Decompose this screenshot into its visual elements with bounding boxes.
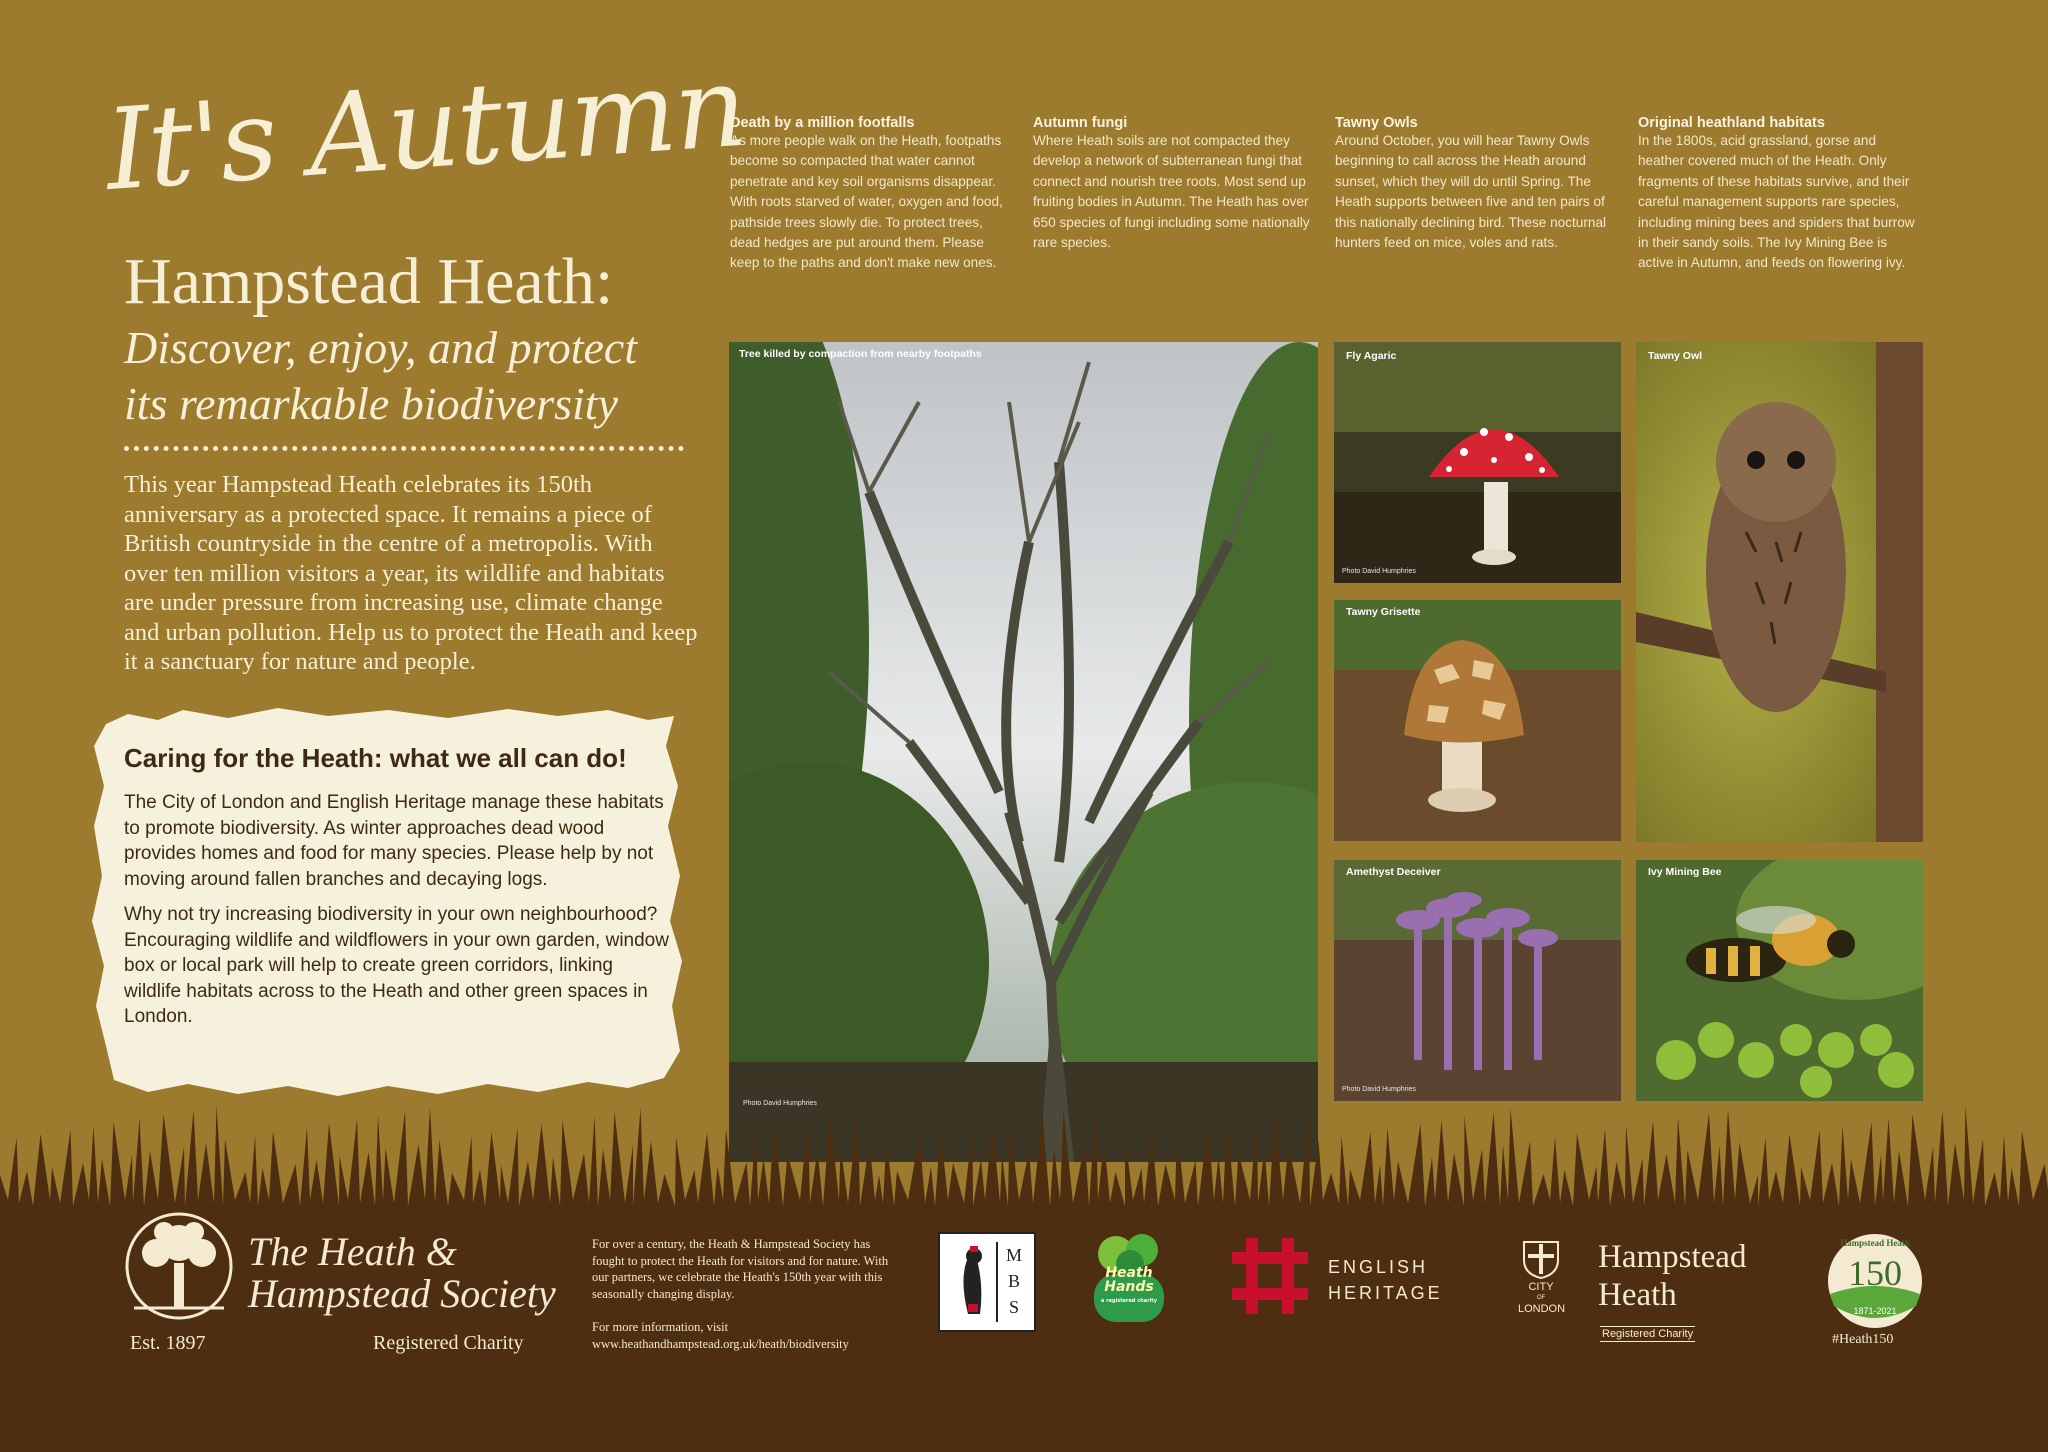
column-footfalls: [730, 115, 1010, 274]
column-body: Where Heath soils are not compacted they develop a network of subterranean fungi that connect and nourish tree roots. Most send up fruiting bodies in Autumn. The Heath has over 650 species of fungi including some nationally rare species.: [1033, 133, 1310, 251]
dotted-divider: [124, 446, 684, 451]
amethyst-deceiver-photo: [1334, 860, 1621, 1101]
website-link[interactable]: www.heathandhampstead.org.uk/heath/biodiversity: [592, 1337, 849, 1351]
hampstead-heath-registered: Registered Charity: [1602, 1328, 1694, 1340]
caring-paragraph-2: Why not try increasing biodiversity in your own neighbourhood? Encouraging wildlife and wildflowers in your own garden, window box or local park will help to create green corridors, linking wildlife habitats across to the Heath and other green spaces in London.: [124, 904, 669, 1027]
column-heading: Tawny Owls: [1335, 115, 1418, 131]
heath-hands-sub: a registered charity: [1101, 1298, 1157, 1304]
tree-logo-icon: [124, 1208, 234, 1328]
column-fungi: [1033, 115, 1313, 253]
est-year: Est. 1897: [130, 1332, 206, 1354]
photo-caption: Tawny Grisette: [1346, 606, 1421, 618]
caring-title: Caring for the Heath: what we all can do!: [124, 743, 627, 773]
hampstead-heath-line-2: Heath: [1598, 1277, 1677, 1313]
badge-top-text: Hampstead Heath: [1840, 1238, 1910, 1248]
column-heading: Original heathland habitats: [1638, 115, 1825, 131]
column-heading: Death by a million footfalls: [730, 115, 915, 131]
mbs-logo: [938, 1232, 1036, 1332]
english-heritage-line-2: HERITAGE: [1328, 1283, 1443, 1303]
column-body: As more people walk on the Heath, footpaths become so compacted that water cannot penetrate and key soil organisms disappear. With roots starved of water, oxygen and food, pathside trees slowly die. To protect trees, dead hedges are put around them. Please keep to the paths and don't make new ones.: [730, 133, 1003, 271]
city-of: OF: [1536, 1295, 1546, 1301]
society-name-line-1: The Heath &: [248, 1229, 457, 1274]
city-of-london-line-1: CITY: [1528, 1281, 1554, 1293]
society-name-line-2: Hampstead Society: [248, 1271, 556, 1316]
intro-paragraph: This year Hampstead Heath celebrates its 150th anniversary as a protected space. It remains a piece of British countryside in the centre of a metropolis. With over ten million visitors a year, its wildlife and habitats are under pressure from increasing use, climate change and urban pollution. Help us to protect the Heath and keep it a sanctuary for nature and people.: [124, 471, 698, 675]
more-info-label: For more information, visit: [592, 1320, 729, 1334]
badge-number: 150: [1848, 1253, 1902, 1293]
english-heritage-line-1: ENGLISH: [1328, 1257, 1429, 1277]
photo-caption: Tree killed by compaction from nearby footpaths: [739, 348, 982, 360]
page-title: Hampstead Heath:: [124, 245, 614, 318]
heath-hands-line-2: Hands: [1104, 1279, 1154, 1295]
fly-agaric-photo: [1334, 342, 1621, 583]
mbs-letters: M B S: [1005, 1245, 1022, 1317]
heath-hands-line-1: Heath: [1105, 1265, 1153, 1281]
column-body: In the 1800s, acid grassland, gorse and heather covered much of the Heath. Only fragments of these habitats survive, and their careful management supports rare species, including mining bees and spiders that burrow in their sandy soils. The Ivy Mining Bee is active in Autumn, and feeds on flowering ivy.: [1638, 133, 1915, 271]
city-crest-icon: [1520, 1236, 1562, 1280]
column-heading: Autumn fungi: [1033, 115, 1128, 131]
photo-credit: Photo David Humphries: [743, 1100, 817, 1107]
photo-caption: Ivy Mining Bee: [1648, 866, 1722, 878]
tree-photo: [729, 342, 1318, 1162]
photo-caption: Fly Agaric: [1346, 350, 1397, 362]
column-owls: [1335, 115, 1615, 253]
page-subtitle: Discover, enjoy, and protect its remarkable biodiversity: [124, 322, 638, 429]
tawny-owl-photo: [1636, 342, 1923, 842]
english-heritage-logo-icon: [1232, 1238, 1308, 1314]
badge-years: 1871-2021: [1853, 1306, 1897, 1316]
photo-caption: Amethyst Deceiver: [1346, 866, 1441, 878]
column-body: Around October, you will hear Tawny Owls beginning to call across the Heath around sunset, which they will do until Spring. The Heath supports between five and ten pairs of this nationally declining bird. These nocturnal hunters feed on mice, voles and rats.: [1335, 133, 1607, 251]
photo-credit: Photo David Humphries: [1342, 568, 1416, 575]
hampstead-heath-line-1: Hampstead: [1598, 1239, 1747, 1275]
grass-border: [0, 1090, 2048, 1220]
hashtag: #Heath150: [1832, 1332, 1894, 1347]
caring-paragraph-1: The City of London and English Heritage manage these habitats to promote biodiversity. As winter approaches dead wood provides homes and food for many species. Please help by not moving around fallen branches and decaying logs.: [124, 792, 664, 890]
registered-charity-label: Registered Charity: [373, 1332, 524, 1354]
photo-caption: Tawny Owl: [1648, 350, 1703, 362]
ivy-mining-bee-photo: [1636, 860, 1923, 1101]
photo-credit: Photo David Humphries: [1342, 1086, 1416, 1093]
city-of-london-line-2: LONDON: [1518, 1303, 1566, 1315]
column-heathland: [1638, 115, 1920, 274]
society-blurb: For over a century, the Heath & Hampstead Society has fought to protect the Heath for visitors and for nature. With our partners, we celebrate the Heath's 150th year with this seasonally changing display.: [592, 1237, 889, 1301]
tawny-grisette-photo: [1334, 600, 1621, 841]
script-title: It's Autumn: [101, 41, 749, 216]
